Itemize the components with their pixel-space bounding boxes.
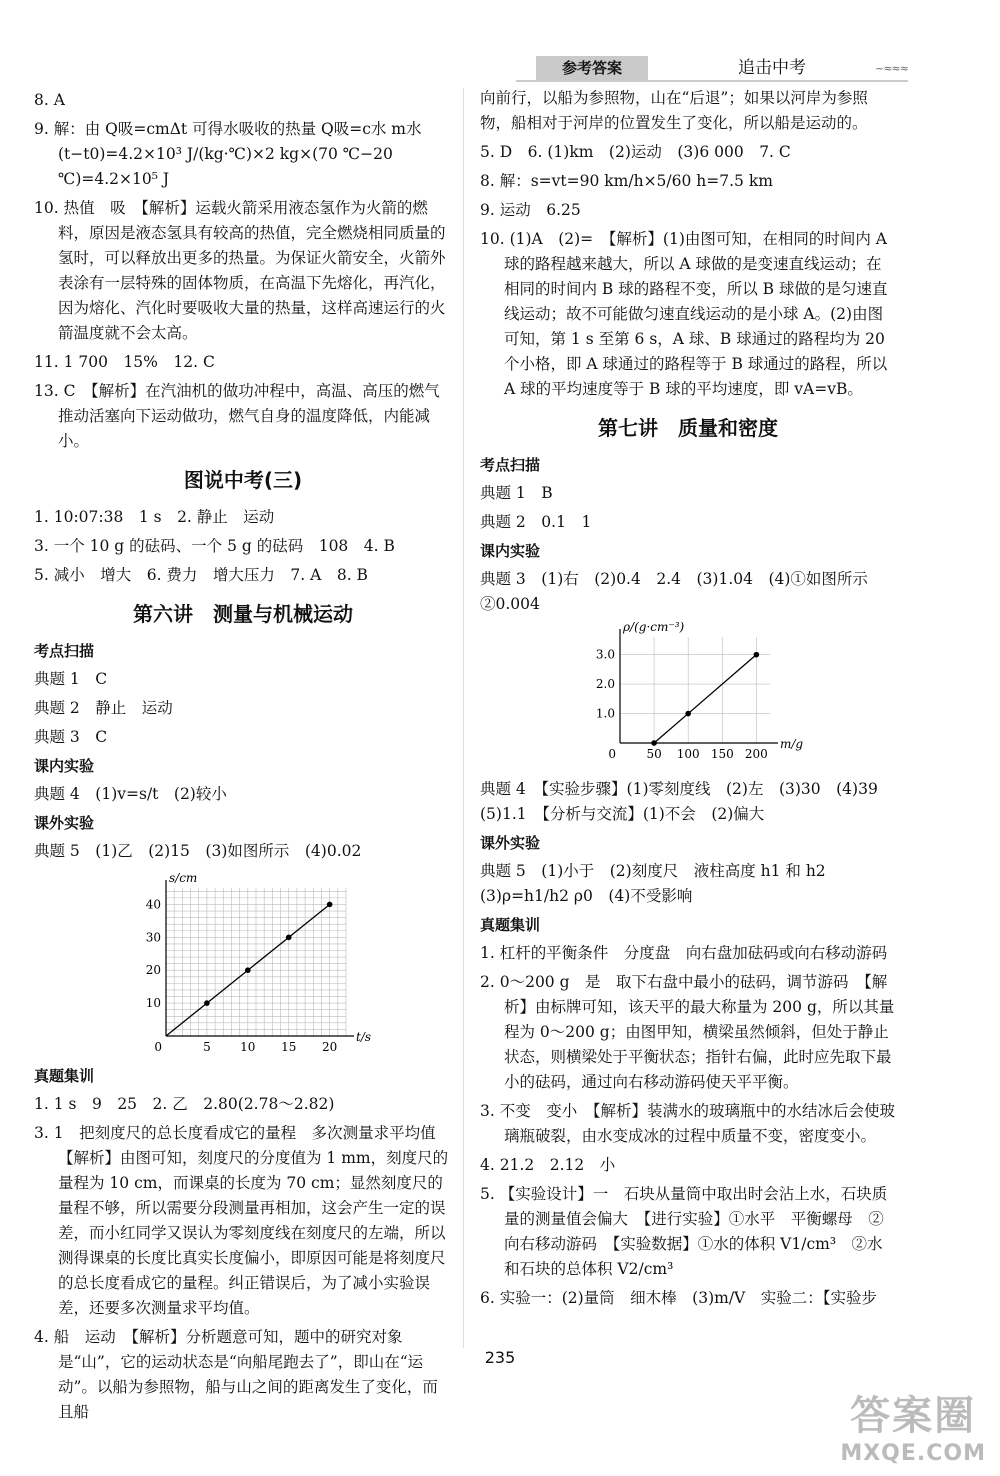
page-number: 235 [484,1348,516,1367]
page-header [516,56,908,80]
zhenti-1-2: 1. 1 s 9 25 2. 乙 2.80(2.78～2.82) [34,1095,335,1113]
column-divider [463,88,464,1348]
answer-11-12: 11. 1 700 15% 12. C [34,353,215,371]
tushuo-1-2: 1. 10:07:38 1 s 2. 静止 运动 [34,508,275,526]
x-tick-label: 15 [281,1040,297,1054]
zhenti-r4: 4. 21.2 2.12 小 [480,1156,616,1174]
subheading-zhenti-right: 真题集训 [480,916,541,934]
header-tab: 参考答案 [536,56,648,80]
header-rule [516,80,908,82]
subheading-kaodian-right: 考点扫描 [480,456,541,474]
data-point [327,902,333,908]
chart-s-t [124,868,384,1058]
watermark-logo [840,1384,986,1466]
origin-label: 0 [154,1040,162,1054]
dianti-2: 典题 2 静止 运动 [34,699,173,717]
dianti-4: 典题 4 (1)v=s/t (2)较小 [34,785,227,803]
zhenti-3: 3. 1 把刻度尺的总长度看成它的量程 多次测量求平均值 【解析】由图可知，刻度尺的分度值为 1 mm，刻度尺的量程为 10 cm，而课桌的长度为 70 cm；显然刻度尺的量程不够，所以需要分段测量再相加，这会产生一定的误差，而小红同学又误认为零刻度线在刻度尺的左端，所以测得课桌的长度比真实长度偏小，即原因可能是将刻度尺的总长度看成它的量程。纠正错误后，为了减小实验误差，还要多次测量求平均值。 [34,1124,452,1317]
dianti-5-right: 典题 5 (1)小于 (2)刻度尺 液柱高度 h1 和 h2 (3)ρ=h1/h2 ρ0 (4)不受影响 [480,862,842,905]
dianti-1-right: 典题 1 B [480,484,553,502]
origin-label: 0 [608,747,616,761]
zhenti-4: 4. 船 运动 【解析】分析题意可知，题中的研究对象是“山”，它的运动状态是“向船尾跑去了”，即山在“运动”。以船为参照物，船与山之间的距离发生了变化，而且船 [34,1328,438,1421]
zhenti-r1: 1. 杠杆的平衡条件 分度盘 向右盘加砝码或向右移动游码 [480,944,888,962]
zhenti-r5: 5. 【实验设计】一 石块从量筒中取出时会沾上水，石块质量的测量值会偏大 【进行实验】①水平 平衡螺母 ②向右移动游码 【实验数据】①水的体积 V1/cm³ ②水和石块的总体积 V2/cm³ [480,1185,888,1278]
left-column [34,88,452,1429]
y-tick-label: 1.0 [595,706,615,721]
x-axis-label: m/g [780,737,804,751]
x-tick-label: 50 [646,747,662,761]
dianti-5: 典题 5 (1)乙 (2)15 (3)如图所示 (4)0.02 [34,842,362,860]
y-tick-label: 30 [145,930,161,945]
x-axis-label: t/s [356,1030,372,1044]
answer-9-right: 9. 运动 6.25 [480,201,581,219]
zhenti-r2: 2. 0～200 g 是 取下右盘中最小的砝码，调节游码 【解析】由标牌可知，该天平的最大称量为 200 g，所以其量程为 0～200 g；由图甲知，横梁虽然倾斜，但处于静止状态，则横梁处于平衡状态；指针右偏，此时应先取下最小的砝码，通过向右移动游码使天平平衡。 [480,973,895,1091]
section-title-lecture7: 第七讲 质量和密度 [598,416,778,440]
x-tick-label: 150 [710,747,734,761]
answer-8: 8. A [34,91,65,109]
data-point [685,711,691,717]
x-tick-label: 20 [321,1040,338,1054]
header-decoration: ~≈≈≈ [875,62,908,75]
subheading-kaodian: 考点扫描 [34,642,95,660]
subheading-kewai-right: 课外实验 [480,834,541,852]
answer-9: 9. 解：由 Q吸=cmΔt 可得水吸收的热量 Q吸=c水 m水(t−t0)=4.2×10³ J/(kg·℃)×2 kg×(70 ℃−20 ℃)=4.2×10⁵ J [34,120,422,188]
chart-density-mass [580,621,810,771]
answer-10: 10. 热值 吸 【解析】运载火箭采用液态氢作为火箭的燃料，原因是液态氢具有较高的热值，完全燃烧相同质量的氢时，可以释放出更多的热量。为保证火箭安全，火箭外表涂有一层特殊的固体物质，在高温下先熔化，再汽化，因为熔化、汽化时要吸收大量的热量，这样高速运行的火箭温度就不会太高。 [34,199,446,342]
answer-5-7: 5. D 6. (1)km (2)运动 (3)6 000 7. C [480,143,791,161]
x-tick-label: 100 [676,747,700,761]
series-line [654,655,756,743]
subheading-kenei-right: 课内实验 [480,542,541,560]
y-tick-label: 2.0 [595,677,615,692]
subheading-kenei: 课内实验 [34,757,95,775]
zhenti-r3: 3. 不变 变小 【解析】装满水的玻璃瓶中的水结冰后会使玻璃瓶破裂，由水变成冰的过程中质量不变，密度变小。 [480,1102,895,1145]
watermark-line2: MXQE.COM [840,1441,986,1466]
x-tick-label: 200 [744,747,768,761]
dianti-4-right: 典题 4 【实验步骤】(1)零刻度线 (2)左 (3)30 (4)39 (5)1.1 【分析与交流】(1)不会 (2)偏大 [480,780,894,823]
subheading-zhenti-left: 真题集训 [34,1067,95,1085]
data-point [245,967,251,973]
dianti-3-right: 典题 3 (1)右 (2)0.4 2.4 (3)1.04 (4)①如图所示 ②0.004 [480,570,884,613]
continued-text: 向前行，以船为参照物，山在“后退”；如果以河岸为参照物，船相对于河岸的位置发生了变化，所以船是运动的。 [480,89,868,132]
dianti-2-right: 典题 2 0.1 1 [480,513,592,531]
tushuo-5-8: 5. 减小 增大 6. 费力 增大压力 7. A 8. B [34,566,368,584]
y-tick-label: 20 [145,963,161,978]
y-tick-label: 40 [145,897,161,912]
data-point [286,935,292,941]
answer-10-right: 10. (1)A (2)= 【解析】(1)由图可知，在相同的时间内 A 球的路程越来越大，所以 A 球做的是变速直线运动；在相同的时间内 B 球的路程不变，所以 B 球做的是匀速直线运动；故不可能做匀速直线运动的是小球 A。(2)由图可知，第 1 s 至第 6 s，A 球、B 球通过的路程均为 20 个小格，即 A 球通过的路程等于 B 球通过的路程，所以 A 球的平均速度等于 B 球的平均速度，即 vA=vB。 [480,230,888,398]
y-axis-label: ρ/(g·cm⁻³) [623,621,685,634]
subheading-kewai: 课外实验 [34,814,95,832]
data-point [204,1000,210,1006]
data-point [754,652,760,658]
answer-8-right: 8. 解：s=vt=90 km/h×5/60 h=7.5 km [480,172,773,190]
y-axis-label: s/cm [169,871,198,885]
x-tick-label: 5 [203,1040,211,1054]
watermark-line1: 答案圈 [850,1393,977,1439]
y-tick-label: 10 [145,996,161,1011]
zhenti-r6: 6. 实验一：(2)量筒 细木棒 (3)m/V 实验二：【实验步 [480,1289,877,1307]
section-title-tushuo: 图说中考(三) [183,468,303,492]
y-tick-label: 3.0 [595,647,615,662]
header-title: 追击中考 [738,58,806,78]
tushuo-3-4: 3. 一个 10 g 的砝码、一个 5 g 的砝码 108 4. B [34,537,395,555]
answer-13: 13. C 【解析】在汽油机的做功冲程中，高温、高压的燃气推动活塞向下运动做功，燃气自身的温度降低，内能减小。 [34,382,440,450]
section-title-lecture6: 第六讲 测量与机械运动 [133,602,353,626]
dianti-1: 典题 1 C [34,670,108,688]
right-column [480,86,896,1315]
data-point [651,740,657,746]
x-tick-label: 10 [240,1040,256,1054]
dianti-3: 典题 3 C [34,728,108,746]
